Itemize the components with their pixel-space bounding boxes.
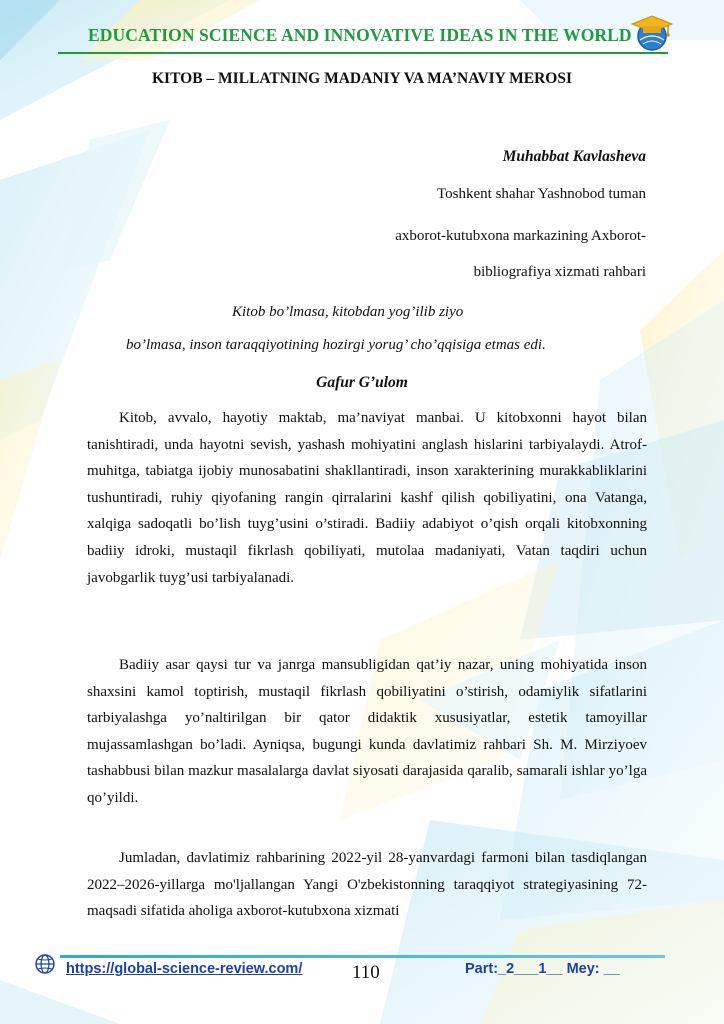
epigraph-line: Kitob bo’lmasa, kitobdan yog’ilib ziyo [232,304,464,320]
page-number: 110 [352,962,380,983]
epigraph-line: bo’lmasa, inson taraqqiyotining hozirgi yorug’ cho’qqisiga etmas edi. [126,337,546,353]
affiliation-line: axborot-kutubxona markazining Axborot- [395,228,646,244]
graduation-cap-icon [630,12,674,52]
epigraph-author: Gafur G’ulom [316,374,408,391]
globe-icon [34,953,56,975]
author-name: Muhabbat Kavlasheva [502,148,646,165]
body-paragraph: Badiiy asar qaysi tur va janrga mansubligidan qat’iy nazar, uning mohiyatida inson shaxsini kamol toptirish, mustaqil fikrlash qobiliyatini o’stirish, odamiylik sifatlarini tarbiyalashga yo’naltirilgan bir qator didaktik xususiyatlar, estetik tamoyillar mujassamlashgan bo’ladi. Ayniqsa, bugungi kunda davlatimiz rahbari Sh. M. Mirziyoev tashabbusi bilan mazkur masalalarga davlat siyosati darajasida qaralib, samarali ishlar yo’lga qo’yildi. [87,657,647,806]
footer-divider [60,955,665,958]
article-title: KITOB – MILLATNING MADANIY VA MA’NAVIY MEROSI [152,70,572,87]
body-paragraph: Jumladan, davlatimiz rahbarining 2022-yil 28-yanvardagi farmoni bilan tasdiqlangan 2022–2026-yillarga mo'ljallangan Yangi O'zbekistonning taraqqiyot strategiyasining 72-maqsadi sifatida aholiga axborot-kutubxona xizmati [87,850,647,920]
header-divider [58,52,668,54]
issue-part-label: Part:_2___1__ Mey: __ [465,961,620,977]
journal-url-link[interactable]: https://global-science-review.com/ [66,961,303,977]
affiliation-line: bibliografiya xizmati rahbari [473,264,646,280]
journal-title: EDUCATION SCIENCE AND INNOVATIVE IDEAS IN THE WORLD [88,25,632,45]
body-paragraph: Kitob, avvalo, hayotiy maktab, ma’naviyat manbai. U kitobxonni hayot bilan tanishtiradi, unda hayotni sevish, yashash mohiyatini anglash hislarini tarbiyalaydi. Atrof-muhitga, tabiatga ijobiy munosabatini shakllantiradi, inson xarakterining murakkabliklarini tushuntiradi, ruhiy qiyofaning rangin qirralarini kashf qilish qobiliyatini, ona Vatanga, xalqiga sadoqatli bo’lish tuyg’usini o’stiradi. Badiiy adabiyot o’qish orqali kitobxonning badiiy idroki, mustaqil fikrlash qobiliyati, mutolaa madaniyati, Vatan taqdiri uchun javobgarlik tuyg’usi tarbiyalanadi. [87,410,647,586]
affiliation-line: Toshkent shahar Yashnobod tuman [437,186,646,202]
